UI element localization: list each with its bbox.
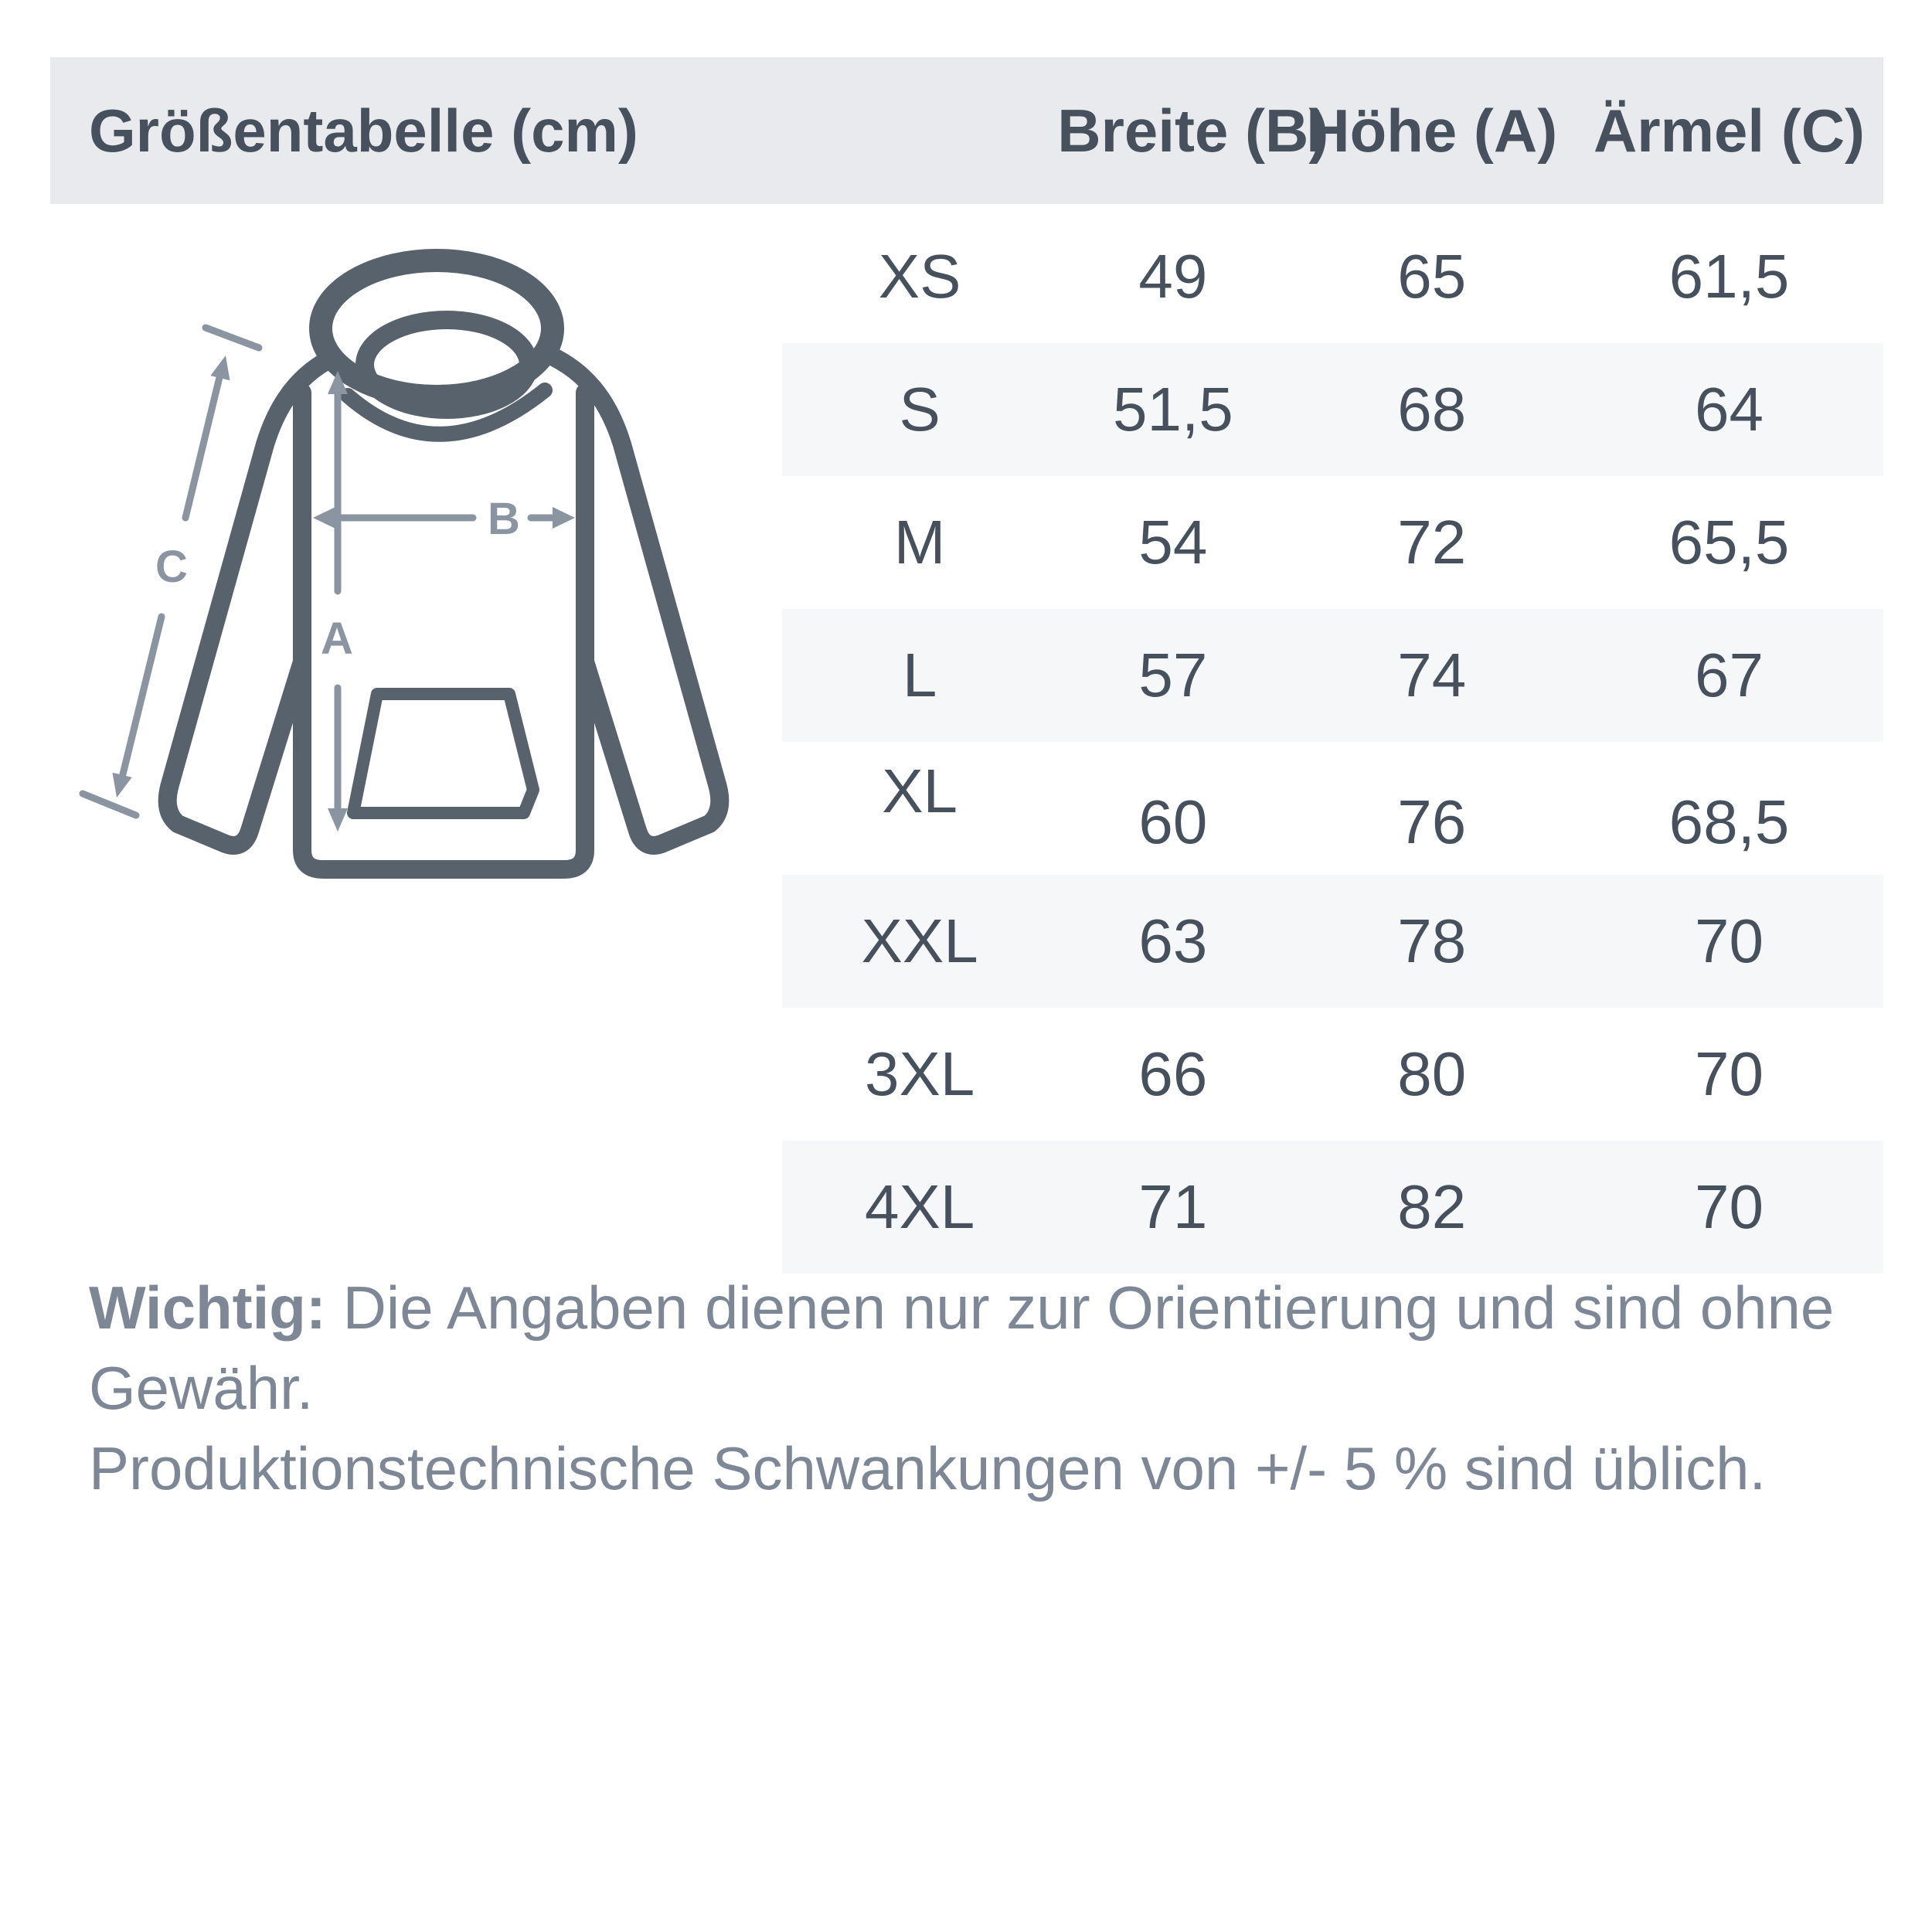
size-cell: S: [899, 375, 940, 444]
hoehe-cell: 72: [1397, 508, 1467, 577]
aermel-cell: 70: [1695, 1039, 1764, 1108]
label-a: A: [321, 614, 353, 664]
size-cell: M: [893, 508, 946, 577]
breite-cell: 54: [1138, 508, 1208, 577]
breite-cell: 51,5: [1113, 375, 1233, 444]
label-b: B: [488, 494, 520, 544]
aermel-cell: 68,5: [1668, 787, 1790, 856]
hoehe-cell: 78: [1397, 906, 1467, 975]
disclaimer-emphasis: Wichtig:: [89, 1274, 326, 1342]
aermel-cell: 70: [1695, 906, 1764, 975]
table-row: [782, 343, 1883, 476]
breite-cell: 60: [1138, 787, 1208, 856]
breite-cell: 63: [1138, 906, 1208, 975]
size-cell: L: [902, 641, 937, 709]
hoehe-cell: 74: [1397, 641, 1467, 709]
table-row: [782, 210, 1883, 343]
aermel-cell: 65,5: [1668, 508, 1790, 577]
size-cell: 4XL: [864, 1172, 975, 1241]
hoehe-cell: 82: [1397, 1172, 1467, 1241]
breite-cell: 71: [1138, 1172, 1208, 1241]
hoodie-measurement-diagram: [46, 216, 804, 912]
disclaimer-line1: [89, 1267, 1932, 1428]
hoehe-cell: 65: [1397, 242, 1467, 311]
hoehe-cell: 68: [1397, 375, 1467, 444]
disclaimer: [89, 1267, 1932, 1509]
hoehe-cell: 80: [1397, 1039, 1467, 1108]
table-row: [782, 742, 1883, 875]
size-table: [782, 210, 1883, 1274]
table-row: [782, 476, 1883, 609]
size-cell: XXL: [861, 906, 978, 975]
aermel-cell: 61,5: [1668, 242, 1790, 311]
column-header-breite: Breite (B): [1057, 96, 1329, 165]
size-cell: XL: [882, 757, 958, 825]
breite-cell: 66: [1138, 1039, 1208, 1108]
disclaimer-line2: Produktionstechnische Schwankungen von +/- 5 % sind üblich.: [89, 1434, 1767, 1502]
column-header-aermel: Ärmel (C): [1593, 96, 1866, 165]
table-header-bar: [50, 57, 1883, 204]
table-row: [782, 609, 1883, 742]
arrow-c-tick-top: [206, 328, 259, 348]
disclaimer-line1-text: Die Angaben dienen nur zur Orientierung und sind ohne Gewähr.: [89, 1274, 1835, 1422]
hoehe-cell: 76: [1397, 787, 1467, 856]
column-header-hoehe: Höhe (A): [1306, 96, 1558, 165]
arrow-c-shaft: [185, 371, 221, 518]
label-c: C: [155, 542, 188, 592]
page-title: Größentabelle (cm): [89, 96, 638, 165]
column-headers: [782, 57, 1883, 204]
table-row: [782, 1008, 1883, 1141]
hoodie-hood: [321, 260, 553, 410]
breite-cell: 57: [1138, 641, 1208, 709]
aermel-cell: 67: [1695, 641, 1764, 709]
arrow-c-tick-bottom: [83, 794, 136, 815]
size-cell: 3XL: [864, 1039, 975, 1108]
size-cell: XS: [878, 242, 961, 311]
hoodie-pocket: [353, 694, 533, 813]
aermel-cell: 64: [1695, 375, 1764, 444]
aermel-cell: 70: [1695, 1172, 1764, 1241]
breite-cell: 49: [1138, 242, 1208, 311]
table-row: [782, 1141, 1883, 1274]
table-row: [782, 875, 1883, 1008]
